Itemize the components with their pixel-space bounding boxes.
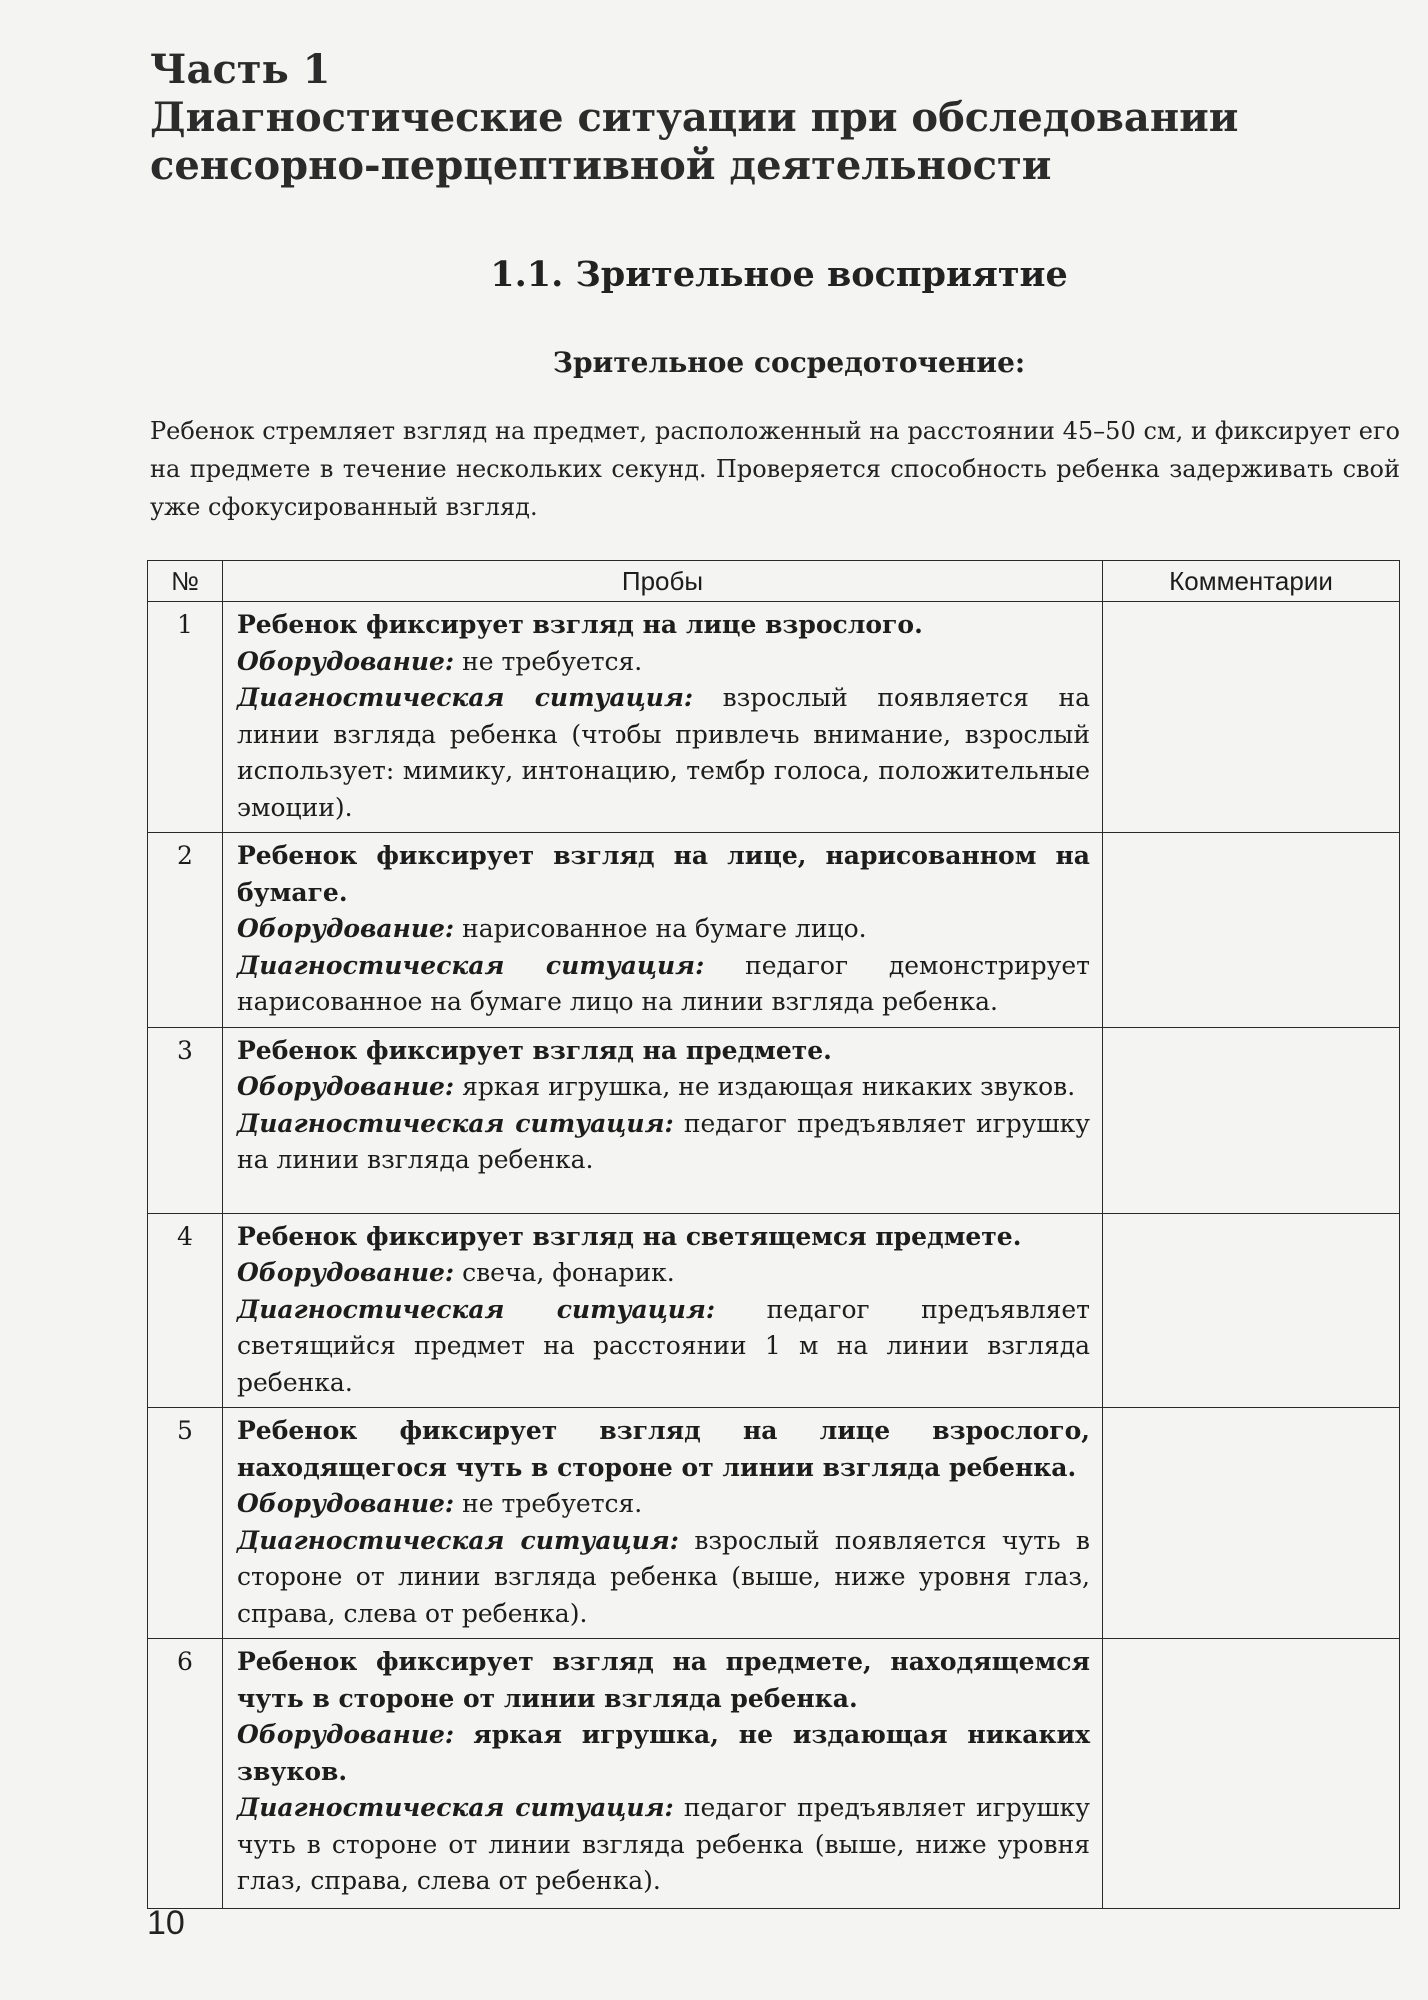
- situation-text: педагог предъявляет игрушку чуть в стороне от линии взгляда ребенка (выше, ниже уровня глаз, справа, слева от ребенка).: [237, 1793, 1090, 1895]
- table-row: [148, 602, 1400, 833]
- situation-text: педагог демонстрирует нарисованное на бумаге лицо на линии взгляда ребенка.: [237, 950, 1091, 1016]
- table-row: [148, 1408, 1400, 1639]
- row-number: 4: [148, 1213, 223, 1408]
- situation-label: Диагностическая ситуация:: [237, 950, 705, 980]
- row-number: 2: [148, 833, 223, 1028]
- part-title-line1: Диагностические ситуации при обследовании: [150, 94, 1239, 141]
- equipment-label: Оборудование:: [237, 1720, 455, 1749]
- equipment-label: Оборудование:: [237, 646, 455, 676]
- equipment-text: свеча, фонарик.: [462, 1258, 675, 1287]
- probe-cell: [223, 1213, 1103, 1408]
- row-number: 3: [148, 1027, 223, 1213]
- table-row: [148, 1213, 1400, 1408]
- situation-label: Диагностическая ситуация:: [237, 1793, 674, 1822]
- equipment-text: не требуется.: [462, 1489, 643, 1518]
- probe-title: Ребенок фиксирует взгляд на предмете, находящемся чуть в стороне от линии взгляда ребенка.: [237, 1647, 1090, 1713]
- table-row: [148, 1639, 1400, 1909]
- header-comments: Комментарии: [1103, 561, 1400, 602]
- situation-text: взрослый появляется чуть в стороне от линии взгляда ребенка (выше, ниже уровня глаз, справа, слева от ребенка).: [237, 1525, 1090, 1628]
- section-title: 1.1. Зрительное восприятие: [490, 254, 1068, 295]
- equipment-text: не требуется.: [462, 646, 643, 676]
- row-number: 5: [148, 1408, 223, 1639]
- probes-table: [147, 560, 1400, 1909]
- comment-cell[interactable]: [1103, 1027, 1400, 1213]
- equipment-label: Оборудование:: [237, 1072, 455, 1101]
- probe-title: Ребенок фиксирует взгляд на лице взрослого.: [237, 610, 923, 639]
- situation-label: Диагностическая ситуация:: [237, 1294, 716, 1324]
- probe-cell: [223, 602, 1103, 833]
- probe-cell: [223, 1408, 1103, 1639]
- comment-cell[interactable]: [1103, 833, 1400, 1028]
- comment-cell[interactable]: [1103, 1213, 1400, 1408]
- table-header-row: [148, 561, 1400, 602]
- part-header: [150, 46, 1350, 190]
- probe-title: Ребенок фиксирует взгляд на лице взрослого, находящегося чуть в стороне от линии взгляда ребенка.: [237, 1416, 1090, 1482]
- equipment-text: яркая игрушка, не издающая никаких звуков.: [237, 1720, 1090, 1786]
- probe-title: Ребенок фиксирует взгляд на лице, нарисованном на бумаге.: [237, 841, 1090, 907]
- table-row: [148, 833, 1400, 1028]
- situation-label: Диагностическая ситуация:: [237, 1525, 679, 1555]
- probe-title: Ребенок фиксирует взгляд на предмете.: [237, 1035, 832, 1065]
- table-row: [148, 1027, 1400, 1213]
- probe-cell: [223, 1027, 1103, 1213]
- probe-cell: [223, 833, 1103, 1028]
- row-number: 1: [148, 602, 223, 833]
- part-title-line2: сенсорно-перцептивной деятельности: [150, 142, 1052, 189]
- probe-title: Ребенок фиксирует взгляд на светящемся предмете.: [237, 1221, 1022, 1251]
- equipment-label: Оборудование:: [237, 1489, 455, 1518]
- comment-cell[interactable]: [1103, 602, 1400, 833]
- equipment-label: Оборудование:: [237, 914, 455, 943]
- equipment-label: Оборудование:: [237, 1258, 455, 1287]
- header-probes: Пробы: [223, 561, 1103, 602]
- part-label: Часть 1: [150, 46, 331, 93]
- comment-cell[interactable]: [1103, 1639, 1400, 1909]
- intro-paragraph: Ребенок стремляет взгляд на предмет, расположенный на расстоянии 45–50 см, и фиксирует его на предмете в течение нескольких секунд. Проверяется способность ребенка задерживать свой уже сфокусированный взгляд.: [150, 417, 1400, 521]
- situation-text: взрослый появляется на линии взгляда ребенка (чтобы привлечь внимание, взрослый использует: мимику, интонацию, тембр голоса, положительные эмоции).: [237, 683, 1091, 822]
- page-number: 10: [147, 1904, 185, 1942]
- situation-label: Диагностическая ситуация:: [237, 1108, 674, 1138]
- equipment-text: нарисованное на бумаге лицо.: [462, 914, 867, 943]
- situation-text: педагог предъявляет игрушку на линии взгляда ребенка.: [237, 1108, 1090, 1174]
- equipment-text: яркая игрушка, не издающая никаких звуков.: [462, 1072, 1076, 1101]
- probe-cell: [223, 1639, 1103, 1909]
- situation-label: Диагностическая ситуация:: [237, 683, 694, 712]
- comment-cell[interactable]: [1103, 1408, 1400, 1639]
- header-num: №: [148, 561, 223, 602]
- subsection-title: Зрительное сосредоточение:: [552, 346, 1026, 379]
- situation-text: педагог предъявляет светящийся предмет на расстоянии 1 м на линии взгляда ребенка.: [237, 1294, 1091, 1397]
- row-number: 6: [148, 1639, 223, 1909]
